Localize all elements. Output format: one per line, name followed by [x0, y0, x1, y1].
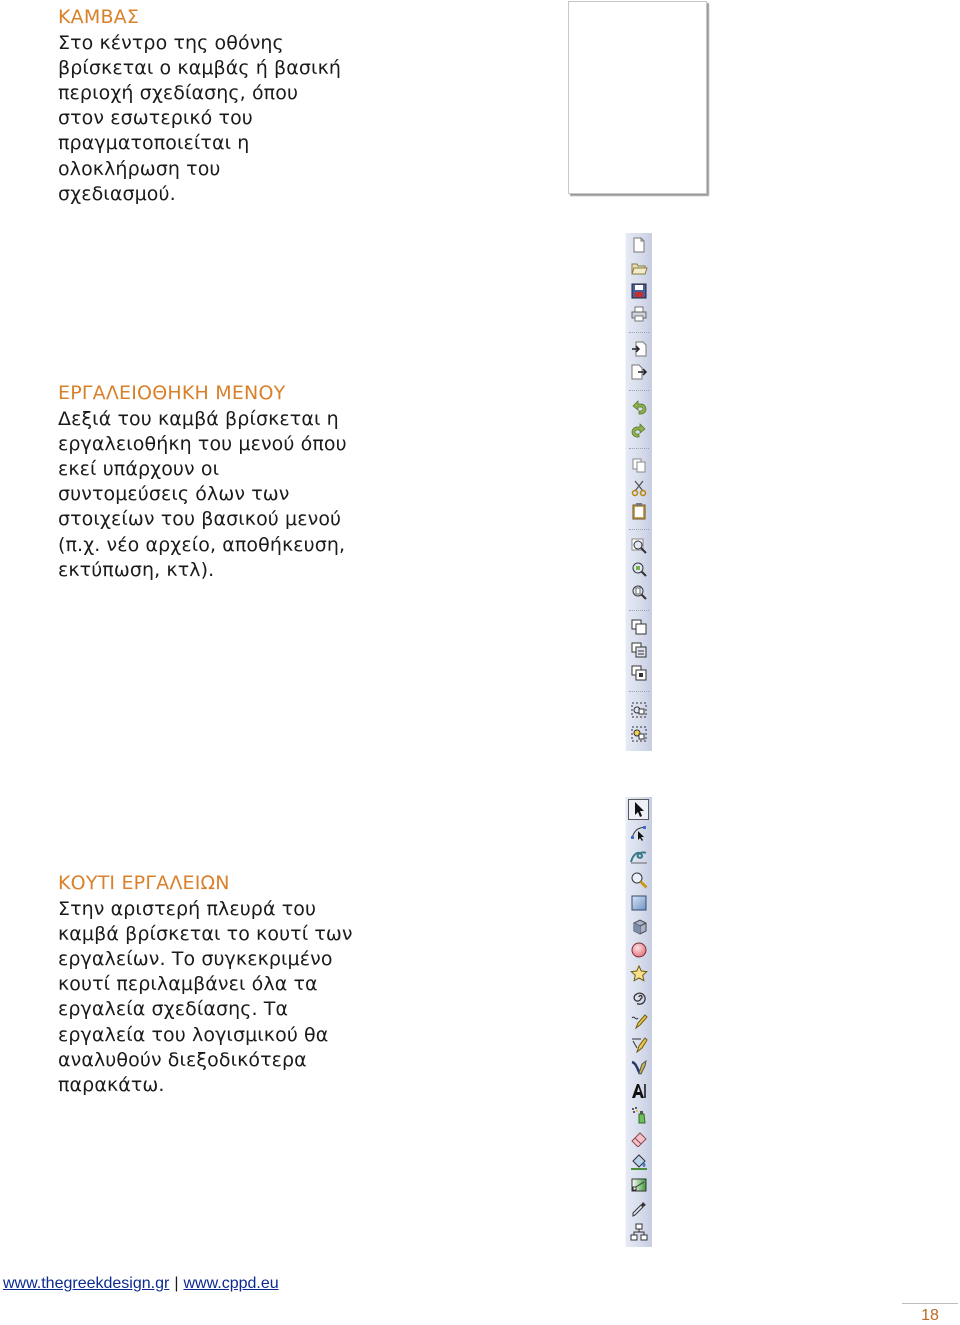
cut-icon[interactable]	[630, 479, 648, 497]
toolbox-section	[58, 871, 358, 1098]
menu-toolbar-body: Δεξιά του καμβά βρίσκεται η εργαλειοθήκη του μενού όπου εκεί υπάρχουν οι συντομεύσεις όλων των στοιχείων του βασικού μενού (π.χ. νέο αρχείο, αποθήκευση, εκτύπωση, κτλ).	[58, 407, 347, 581]
footer-link-cppd[interactable]: www.cppd.eu	[183, 1275, 279, 1292]
footer-separator: |	[174, 1275, 179, 1292]
pen-tool-icon[interactable]	[630, 1035, 648, 1053]
canvas-section	[58, 5, 378, 207]
gradient-tool-icon[interactable]	[630, 1176, 648, 1194]
zoom-drawing-icon[interactable]	[630, 537, 648, 555]
ellipse-tool-icon[interactable]	[630, 941, 648, 959]
ungroup-icon[interactable]	[630, 725, 648, 743]
commands-toolbar	[625, 233, 652, 751]
rectangle-tool-icon[interactable]	[630, 894, 648, 912]
undo-icon[interactable]	[630, 398, 648, 416]
print-icon[interactable]	[630, 305, 648, 323]
footer-links	[3, 1275, 279, 1293]
import-icon[interactable]	[630, 340, 648, 358]
paint-bucket-tool-icon[interactable]	[630, 1153, 648, 1171]
tweak-tool-icon[interactable]	[630, 847, 648, 865]
node-tool-icon[interactable]	[630, 824, 648, 842]
calligraphy-tool-icon[interactable]	[630, 1059, 648, 1077]
canvas-heading: ΚΑΜΒΑΣ	[58, 6, 140, 28]
text-tool-icon[interactable]	[630, 1082, 648, 1100]
clone-icon[interactable]	[630, 641, 648, 659]
zoom-selection-icon[interactable]	[630, 560, 648, 578]
copy-icon[interactable]	[630, 456, 648, 474]
menu-toolbar-section	[58, 381, 378, 583]
export-icon[interactable]	[630, 363, 648, 381]
new-document-icon[interactable]	[630, 236, 648, 254]
star-tool-icon[interactable]	[630, 965, 648, 983]
toolbox-heading: ΚΟΥΤΙ ΕΡΓΑΛΕΙΩΝ	[58, 872, 230, 894]
3d-box-tool-icon[interactable]	[630, 918, 648, 936]
footer-link-thegreekdesign[interactable]: www.thegreekdesign.gr	[3, 1275, 170, 1292]
zoom-page-icon[interactable]	[630, 583, 648, 601]
toolbox-body: Στην αριστερή πλευρά του καμβά βρίσκεται το κουτί των εργαλείων. Το συγκεκριμένο κουτί περιλαμβάνει όλα τα εργαλεία σχεδίασης. Τα εργαλεία του λογισμικού θα αναλυθούν διεξοδικότερα παρακάτω.	[58, 897, 353, 1096]
eraser-tool-icon[interactable]	[630, 1129, 648, 1147]
duplicate-icon[interactable]	[630, 618, 648, 636]
page-number-rule	[902, 1303, 958, 1304]
selector-tool-icon[interactable]	[630, 800, 648, 818]
group-icon[interactable]	[630, 701, 648, 719]
canvas-body: Στο κέντρο της οθόνης βρίσκεται ο καμβάς ή βασική περιοχή σχεδίασης, όπου στον εσωτερικό του πραγματοποιείται η ολοκλήρωση του σχεδιασμού.	[58, 31, 342, 205]
page-number: 18	[921, 1307, 939, 1324]
zoom-tool-icon[interactable]	[630, 871, 648, 889]
redo-icon[interactable]	[630, 421, 648, 439]
tools-toolbox	[625, 797, 652, 1247]
pencil-tool-icon[interactable]	[630, 1012, 648, 1030]
menu-toolbar-heading: ΕΡΓΑΛΕΙΟΘΗΚΗ ΜΕΝΟΥ	[58, 382, 286, 404]
open-folder-icon[interactable]	[630, 259, 648, 277]
canvas-preview	[568, 1, 707, 194]
unlink-clone-icon[interactable]	[630, 664, 648, 682]
save-icon[interactable]	[630, 282, 648, 300]
connector-tool-icon[interactable]	[630, 1223, 648, 1241]
spray-tool-icon[interactable]	[630, 1106, 648, 1124]
spiral-tool-icon[interactable]	[630, 988, 648, 1006]
paste-icon[interactable]	[630, 502, 648, 520]
dropper-tool-icon[interactable]	[630, 1200, 648, 1218]
